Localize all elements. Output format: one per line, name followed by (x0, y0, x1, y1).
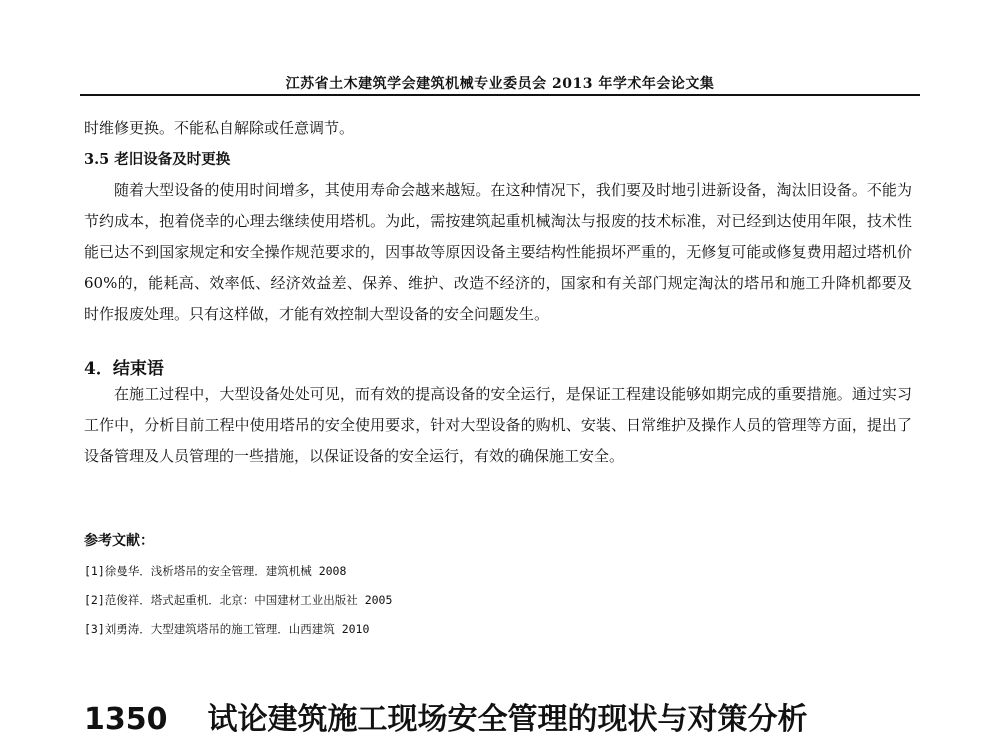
reference-item: [3]刘勇涛．大型建筑塔吊的施工管理．山西建筑 2010 (84, 622, 370, 636)
running-header: 江苏省土木建筑学会建筑机械专业委员会 2013 年学术年会论文集 (285, 76, 715, 92)
references-title: 参考文献： (84, 533, 154, 549)
section-3-5-heading: 3.5 老旧设备及时更换 (84, 151, 231, 168)
continued-text: 时维修更换。不能私自解除或任意调节。 (84, 119, 355, 137)
header-rule (80, 94, 920, 96)
reference-item: [2]范俊祥．塔式起重机．北京：中国建材工业出版社 2005 (84, 593, 393, 607)
section-4-paragraph: 在施工过程中，大型设备处处可见，而有效的提高设备的安全运行，是保证工程建设能够如期完成的重要措施。通过实习工作中，分析目前工程中使用塔吊的安全使用要求，针对大型设备的购机、安装、日常维护及操作人员的管理等方面，提出了设备管理及人员管理的一些措施，以保证设备的安全运行，有效的确保施工安全。 (84, 385, 912, 465)
section-3-5-paragraph: 随着大型设备的使用时间增多，其使用寿命会越来越短。在这种情况下，我们要及时地引进新设备，淘汰旧设备。不能为节约成本，抱着侥幸的心理去继续使用塔机。为此，需按建筑起重机械淘汰与报废的技术标准，对已经到达使用年限，技术性能已达不到国家规定和安全操作规范要求的，因事故等原因设备主要结构性能损坏严重的，无修复可能或修复费用超过塔机价 60%的，能耗高、效率低、经济效益差、保养、维护、改造不经济的，国家和有关部门规定淘汰的塔吊和施工升降机都要及时作报废处理。只有这样做，才能有效控制大型设备的安全问题发生。 (84, 181, 912, 323)
next-article-number: 1350 (84, 702, 168, 737)
reference-item: [1]徐曼华．浅析塔吊的安全管理．建筑机械 2008 (84, 564, 347, 578)
next-article-title-text: 试论建筑施工现场安全管理的现状与对策分析 (207, 702, 808, 737)
next-article-title (84, 694, 808, 738)
section-4-heading: 4．结束语 (84, 359, 164, 379)
